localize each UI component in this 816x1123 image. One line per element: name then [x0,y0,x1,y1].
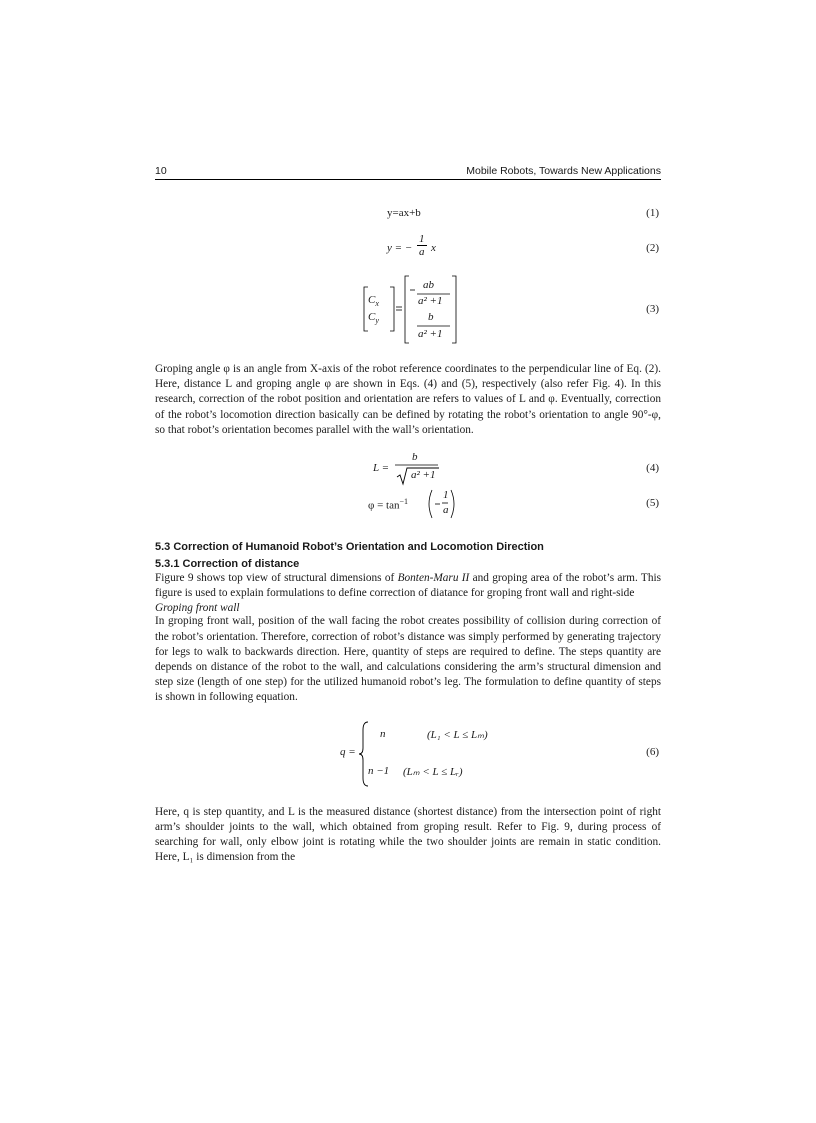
section-title: 5.3 Correction of Humanoid Robot’s Orientation and Locomotion Direction [155,541,544,554]
equation-6-brace [358,720,378,788]
bottom-numerator: b [428,311,434,323]
equation-5-denominator: a [443,504,449,517]
cy-symbol: $C_y$ [368,311,379,326]
equation-6-case-2: n −1 [368,764,390,777]
equation-3-number: (3) [646,303,659,315]
paragraph-groping-front-wall: In groping front wall, position of the wall facing the robot creates possibility of collision during correction of the robot’s orientation. Therefore, correction of robot’s distance was simply performed by generating trajectory for legs to walk to backwards direction. Here, quantity of steps are required to define. The steps quantity are depends on distance of the robot to the wall, and calculations considering the arm’s structural dimension and step size (length of one step) for the utilized humanoid robot’s leg. The formulation to define quantity of steps is shown in following equation. [155,615,661,704]
equation-5-parens [425,487,455,523]
left-brace [359,722,368,786]
equation-6-lhs: q = [340,745,356,758]
paragraph-figure-9: Figure 9 shows top view of structural dimensions of Bonten-Maru II and groping area of the robot’s arm. This figure is used to explain formulations to define correction of diatance for groping front wall and right-side [155,572,661,600]
equation-2-fraction [417,233,427,258]
vector-left-bracket-close [390,287,394,331]
page [155,163,661,865]
page-number: 10 [155,165,167,177]
paragraph-step-quantity: Here, q is step quantity, and L is the measured distance (shortest distance) from the intersection point of right arm’s shoulder joints to the wall, which obtained from groping result. Refer to Fig. 9, during process of searching for wall, only elbow joint is rotating while the two shoulder joints are remain in static condition. Here, L₁ is dimension from the [155,805,661,864]
equation-5-number: (5) [646,497,659,510]
equation-1 [155,207,661,231]
equation-6-condition-1: (L₁ < L ≤ Lₘ) [427,728,488,741]
subsection-title: 5.3.1 Correction of distance [155,558,300,571]
right-paren [451,490,454,518]
equation-4-numerator: b [412,451,418,464]
equation-6 [155,720,661,788]
equation-1-body: y=ax+b [387,207,421,219]
vector-right-bracket-open [405,276,409,343]
equation-2-tail: x [431,242,436,254]
equation-2-denominator: a [419,246,425,258]
equation-2-lhs: y = − [387,242,413,254]
equation-2-numerator: 1 [419,233,425,245]
equation-4-number: (4) [646,462,659,475]
equation-5 [155,487,661,523]
bottom-denominator: a² +1 [418,328,443,340]
top-numerator: ab [423,279,434,291]
equation-4 [155,451,661,487]
left-paren [429,490,432,518]
running-header [155,163,661,180]
equation-5-numerator: 1 [443,489,449,502]
running-title: Mobile Robots, Towards New Applications [466,165,661,177]
equation-4-denominator: a² +1 [411,469,436,482]
equation-4-lhs: L = [373,462,390,475]
equation-6-number: (6) [646,745,659,758]
equation-2-number: (2) [646,242,659,254]
cx-symbol: $C_x$ [368,294,379,309]
equation-6-case-1: n [380,727,386,740]
top-denominator: a² +1 [418,295,443,307]
equation-1-number: (1) [646,207,659,219]
equation-3 [155,275,661,345]
subheading-groping-front-wall: Groping front wall [155,602,240,615]
equation-5-lhs: $\varphi = \tan^{-1}$ [368,497,409,512]
equation-6-condition-2: (Lₘ < L ≤ Lᵣ) [403,765,463,778]
paragraph-groping-angle: Groping angle φ is an angle from X-axis of the robot reference coordinates to the perpendicular line of Eq. (2). Here, distance L and groping angle φ are shown in Eqs. (4) and (5), respectively (also refer Fig. 4). In this research, correction of the robot position and orientation are refers to values of L and φ. Eventually, correction of the robot’s locomotion direction basically can be defined by rotating the robot’s orientation to angle 90°-φ, so that robot’s orientation becomes parallel with the wall’s orientation. [155,363,661,436]
equation-2 [155,233,661,267]
vector-right-bracket-close [452,276,456,343]
